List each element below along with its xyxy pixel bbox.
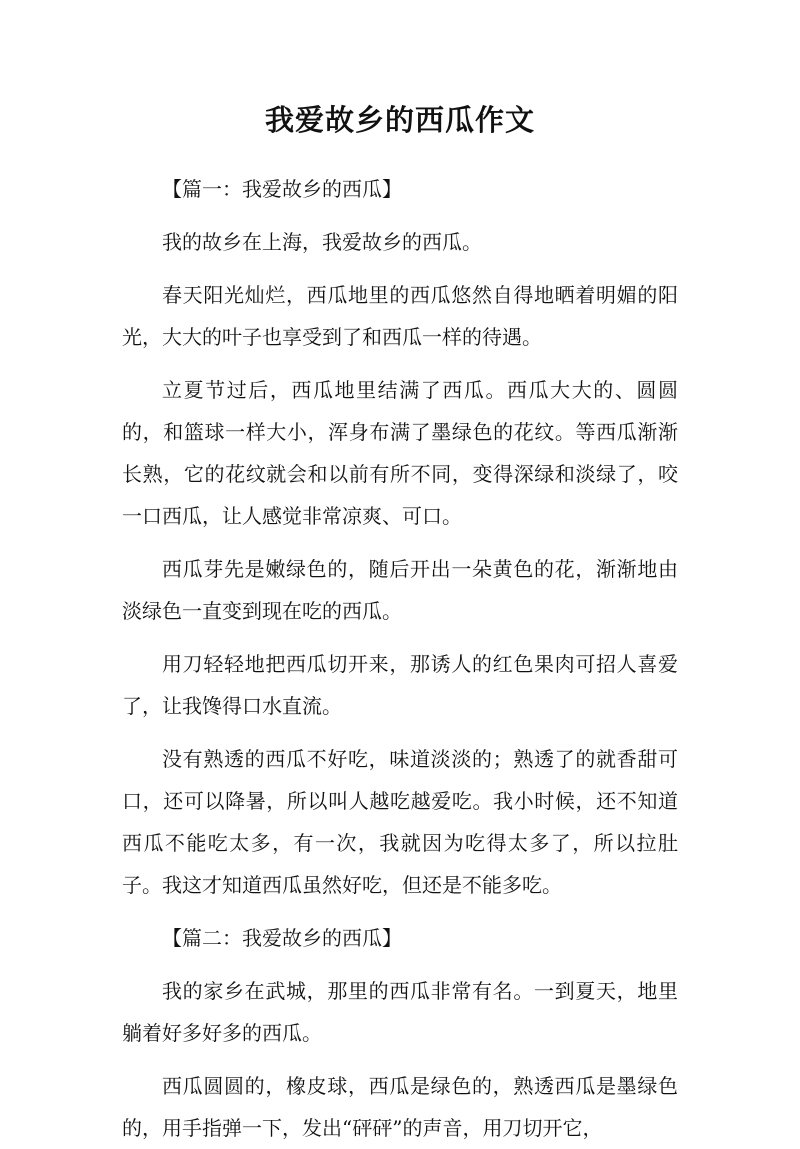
section-heading-1: 【篇一：我爱故乡的西瓜】 bbox=[162, 177, 402, 201]
paragraph: 我的故乡在上海，我爱故乡的西瓜。 bbox=[162, 230, 482, 254]
paragraph: 立夏节过后，西瓜地里结满了西瓜。西瓜大大的、圆圆的，和篮球一样大小，浑身布满了墨绿色的花纹。等西瓜渐渐长熟，它的花纹就会和以前有所不同，变得深绿和淡绿了，咬一口西瓜，让人感觉非常凉爽、可口。 bbox=[122, 378, 678, 528]
document-title: 我爱故乡的西瓜作文 bbox=[264, 103, 535, 137]
section-heading-2: 【篇二：我爱故乡的西瓜】 bbox=[162, 926, 402, 950]
paragraph: 西瓜圆圆的，橡皮球，西瓜是绿色的，熟透西瓜是墨绿色的，用手指弹一下，发出“砰砰”的声音，用刀切开它， bbox=[122, 1074, 678, 1140]
paragraph: 春天阳光灿烂，西瓜地里的西瓜悠然自得地晒着明媚的阳光，大大的叶子也享受到了和西瓜一样的待遇。 bbox=[122, 283, 678, 349]
paragraph: 没有熟透的西瓜不好吃，味道淡淡的；熟透了的就香甜可口，还可以降暑，所以叫人越吃越爱吃。我小时候，还不知道西瓜不能吃太多，有一次，我就因为吃得太多了，所以拉肚子。我这才知道西瓜虽然好吃，但还是不能多吃。 bbox=[122, 747, 678, 897]
paragraph: 用刀轻轻地把西瓜切开来，那诱人的红色果肉可招人喜爱了，让我馋得口水直流。 bbox=[122, 652, 678, 718]
paragraph: 西瓜芽先是嫩绿色的，随后开出一朵黄色的花，渐渐地由淡绿色一直变到现在吃的西瓜。 bbox=[122, 557, 678, 623]
paragraph: 我的家乡在武城，那里的西瓜非常有名。一到夏天，地里躺着好多好多的西瓜。 bbox=[122, 979, 678, 1045]
